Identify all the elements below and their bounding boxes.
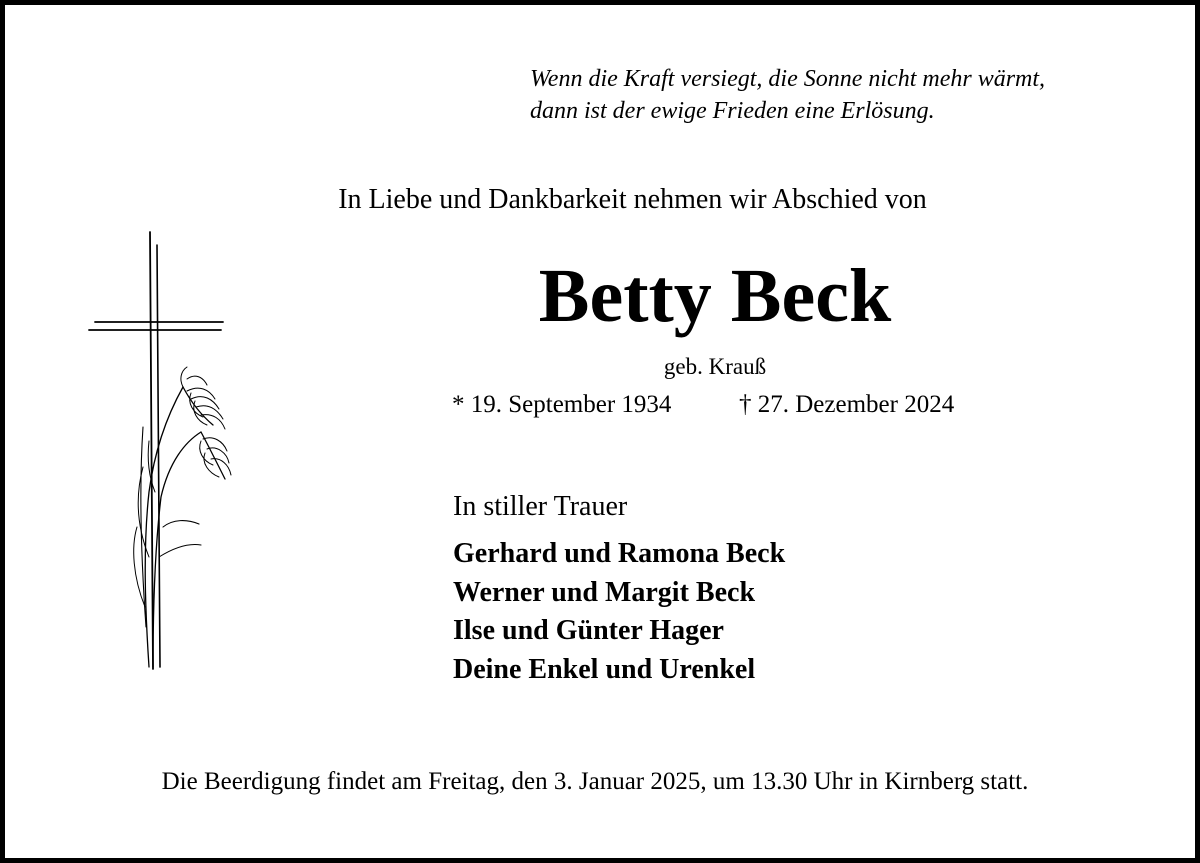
- list-item: Gerhard und Ramona Beck: [453, 538, 786, 569]
- quote-line-2: dann ist der ewige Frieden eine Erlösung.: [530, 98, 935, 124]
- mourning-heading: In stiller Trauer: [453, 491, 628, 522]
- birth-date: * 19. September 1934: [452, 391, 672, 418]
- list-item: Werner und Margit Beck: [453, 576, 756, 608]
- epigraph-quote: [530, 63, 1045, 127]
- intro-text: In Liebe und Dankbarkeit nehmen wir Abschied von: [338, 184, 927, 215]
- death-date: † 27. Dezember 2024: [739, 391, 955, 418]
- maiden-name: geb. Krauß: [663, 354, 767, 379]
- list-item: Deine Enkel und Urenkel: [453, 653, 756, 685]
- list-item: Ilse und Günter Hager: [453, 615, 724, 646]
- deceased-name: Betty Beck: [538, 254, 892, 338]
- funeral-notice: Die Beerdigung findet am Freitag, den 3. Januar 2025, um 13.30 Uhr in Kirnberg statt.: [161, 768, 1029, 795]
- mourners-list: [453, 535, 785, 689]
- quote-line-1: Wenn die Kraft versiegt, die Sonne nicht mehr wärmt,: [530, 66, 1046, 92]
